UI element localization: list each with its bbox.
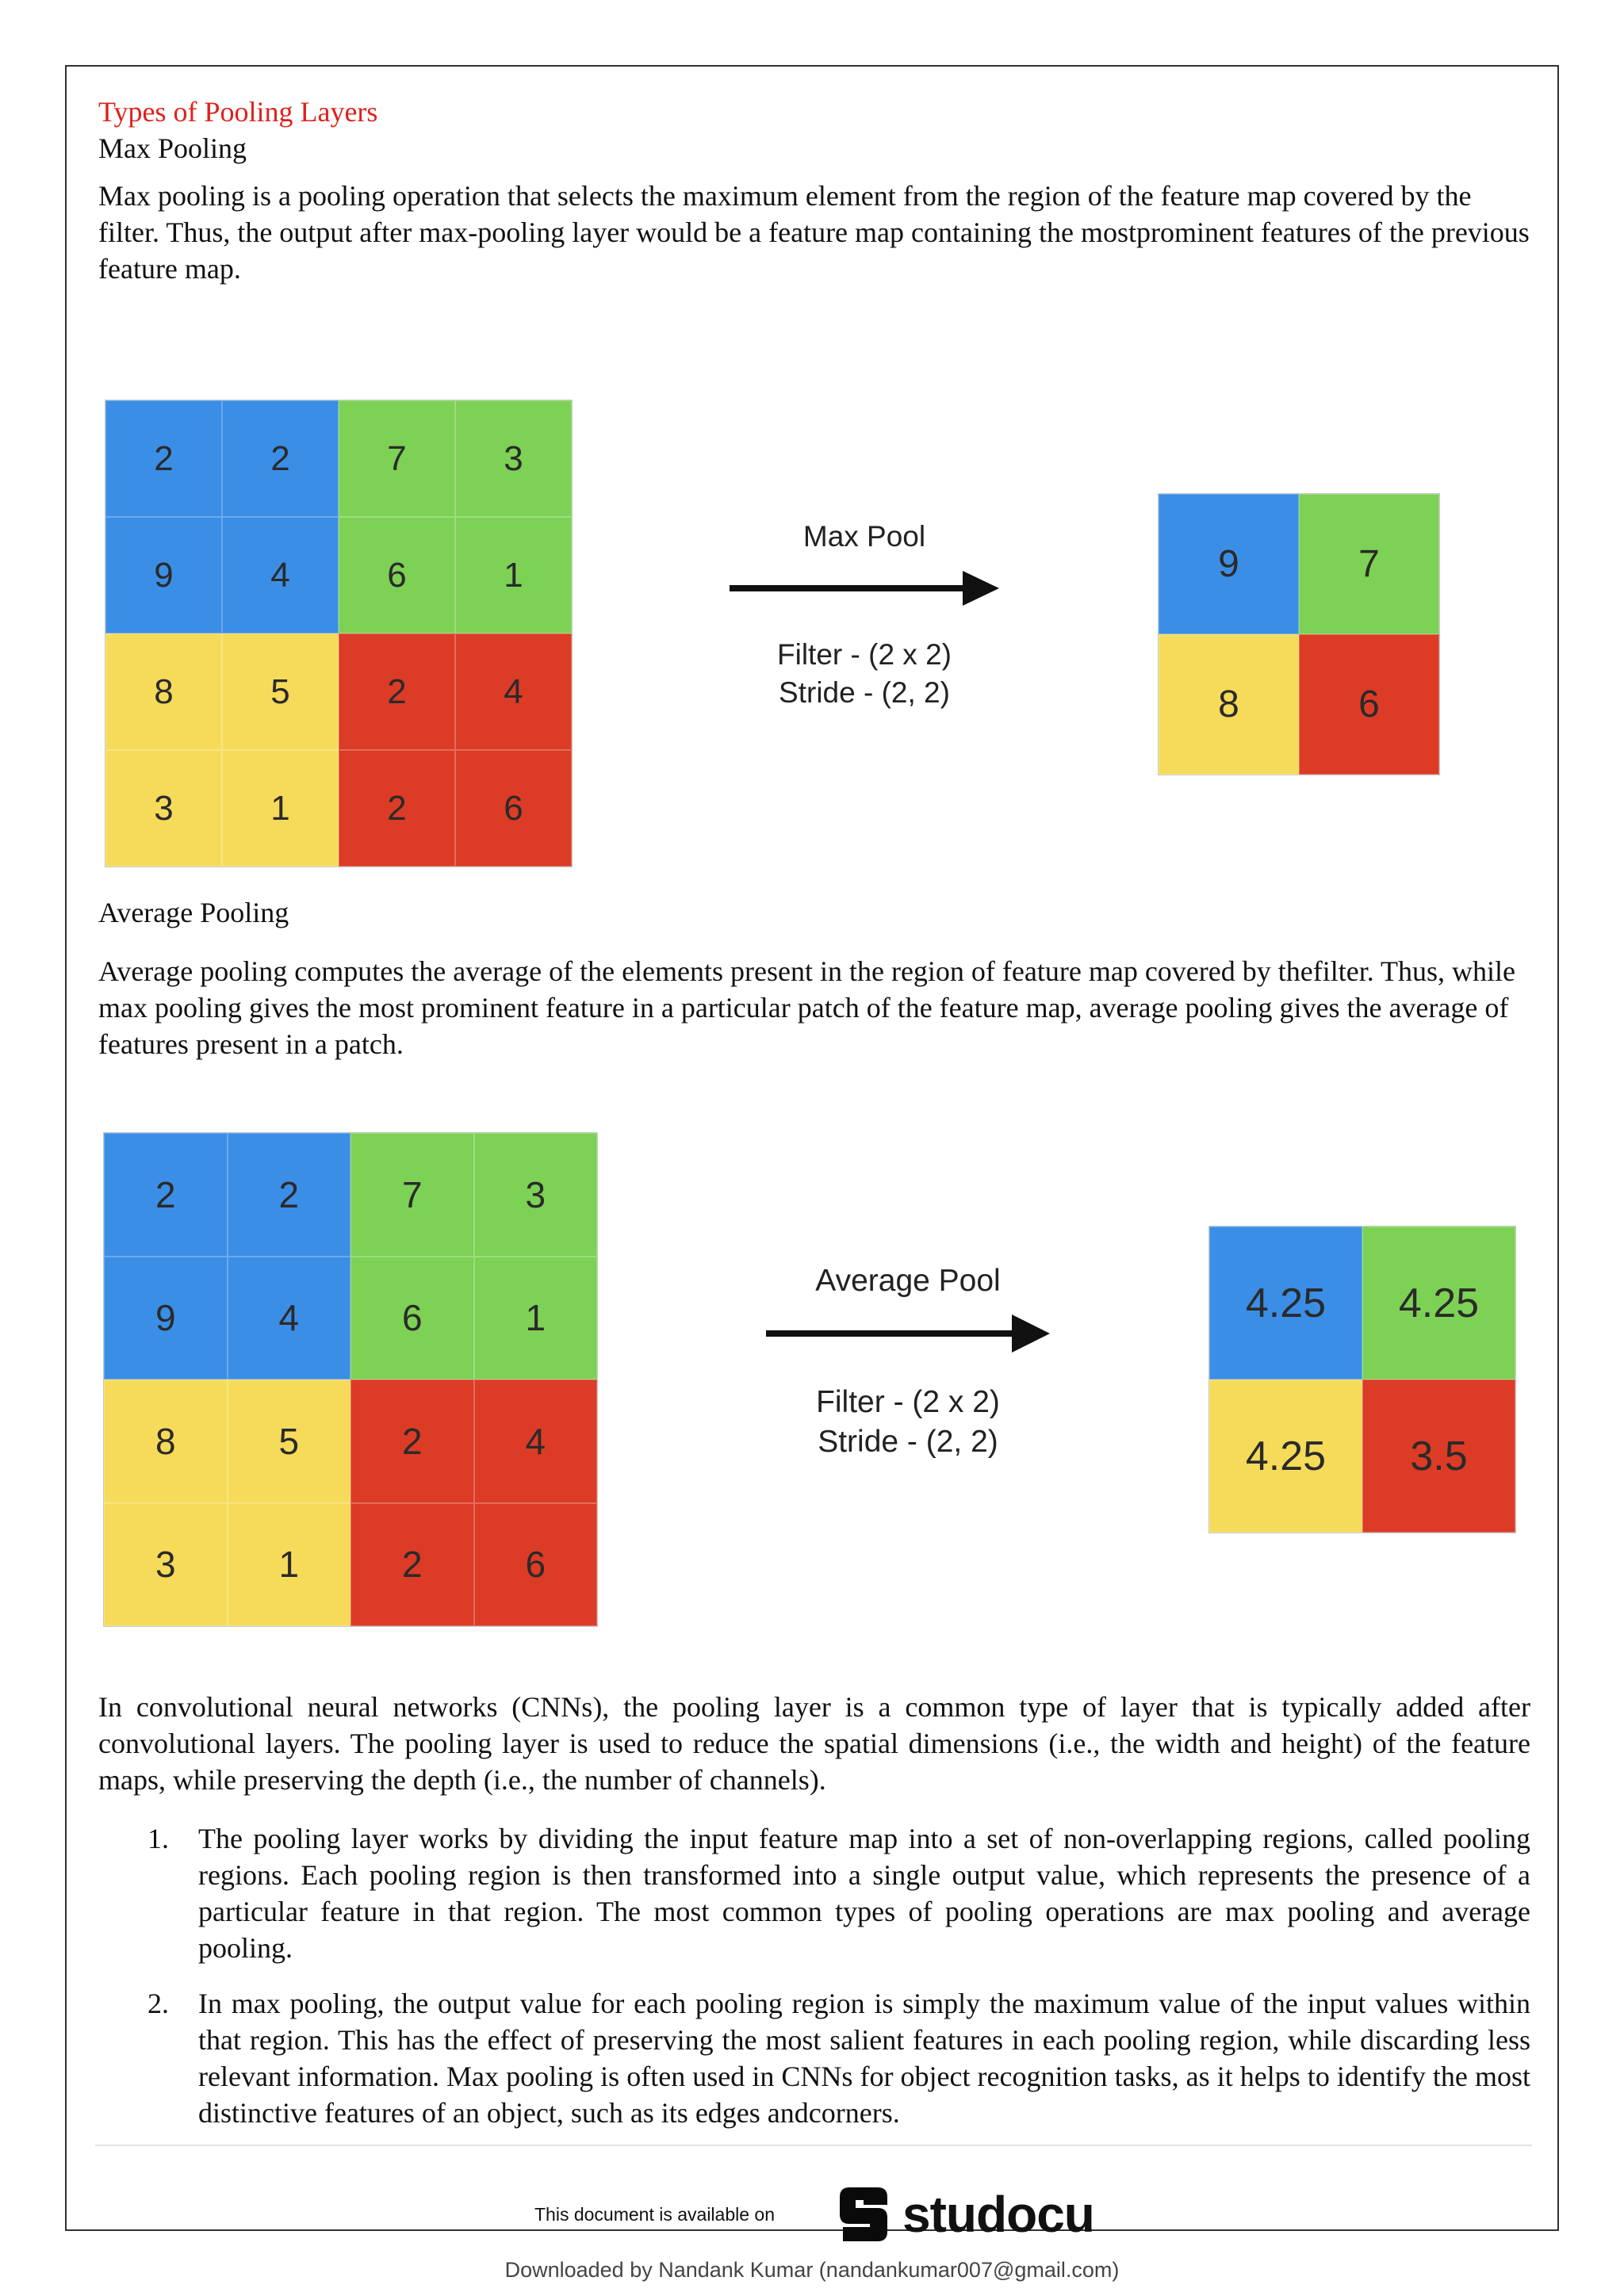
- max-pool-output-grid: [1158, 493, 1440, 775]
- max-pool-input-cell: 4: [222, 517, 339, 633]
- average-pool-input-cell: 6: [474, 1503, 598, 1627]
- max-pool-input-grid: [105, 400, 573, 867]
- average-pool-input-cell: 3: [474, 1133, 598, 1257]
- max-pool-input-cell: 2: [339, 633, 455, 750]
- max-pool-input-cell: 2: [339, 750, 455, 867]
- max-pool-input-cell: 7: [339, 400, 455, 517]
- average-pool-input-cell: 4: [474, 1380, 598, 1503]
- list-item: [98, 1985, 1530, 2131]
- footer-divider: [95, 2145, 1532, 2146]
- average-pool-input-grid: [103, 1132, 598, 1627]
- average-pool-output-grid: [1208, 1226, 1516, 1533]
- studocu-logo-icon: [832, 2183, 895, 2246]
- max-pool-input-cell: 6: [455, 750, 572, 867]
- max-pool-input-cell: 9: [105, 517, 222, 633]
- average-pool-output-cell: 4.25: [1209, 1380, 1362, 1533]
- average-pool-arrow-icon: [766, 1314, 1050, 1353]
- max-pool-filter-label: Filter - (2 x 2): [777, 638, 952, 671]
- pooling-points-list: [98, 1820, 1530, 2131]
- max-pool-operation-label: Max Pool: [802, 520, 926, 553]
- cnn-section: [98, 1689, 1530, 2150]
- max-pool-input-cell: 1: [222, 750, 339, 867]
- average-pool-input-cell: 9: [104, 1257, 228, 1380]
- average-pool-input-cell: 5: [228, 1380, 351, 1503]
- average-pooling-heading: Average Pooling: [98, 897, 289, 928]
- list-item-number: 1.: [147, 1823, 169, 1854]
- average-pool-input-cell: 2: [104, 1133, 228, 1257]
- average-pool-input-cell: 2: [228, 1133, 351, 1257]
- average-pooling-paragraph: Average pooling computes the average of the elements present in the region of feature map covered by thefilter. Thus, while max pooling gives the most prominent feature in a particular patch of the feature map, average pooling gives the average of features present in a patch.: [98, 955, 1516, 1060]
- list-item: [98, 1820, 1530, 1966]
- max-pooling-intro: [98, 94, 1530, 287]
- max-pool-input-cell: 4: [455, 633, 572, 750]
- max-pool-params: [745, 636, 983, 712]
- max-pool-input-cell: 2: [222, 400, 339, 517]
- downloaded-by-text: Downloaded by Nandank Kumar (nandankumar007@gmail.com): [504, 2258, 1120, 2282]
- average-pool-params: [785, 1383, 1031, 1462]
- max-pool-input-cell: 6: [339, 517, 455, 633]
- average-pool-input-cell: 7: [350, 1133, 474, 1257]
- average-pool-input-cell: 2: [350, 1503, 474, 1627]
- average-pool-input-cell: 3: [104, 1503, 228, 1627]
- available-on-text: This document is available on: [534, 2204, 775, 2225]
- list-item-text: In max pooling, the output value for each pooling region is simply the maximum value of the input values within that region. This has the effect of preserving the most salient features in each pooling region, while discarding less relevant information. Max pooling is often used in CNNs for object recognition tasks, as it helps to identify the most distinctive features of an object, such as its edges andcorners.: [198, 1988, 1530, 2129]
- average-pool-input-cell: 8: [104, 1380, 228, 1503]
- average-pool-stride-label: Stride - (2, 2): [818, 1425, 998, 1459]
- max-pool-output-cell: 6: [1299, 634, 1439, 775]
- average-pooling-intro: [98, 894, 1530, 1062]
- average-pool-output-cell: 3.5: [1362, 1380, 1515, 1533]
- studocu-brand-link[interactable]: studocu: [902, 2186, 1094, 2243]
- max-pool-output-cell: 8: [1159, 634, 1299, 775]
- average-pool-operation-label: Average Pool: [815, 1264, 1001, 1298]
- max-pool-output-cell: 9: [1159, 494, 1299, 634]
- average-pool-output-cell: 4.25: [1209, 1226, 1362, 1380]
- max-pool-input-cell: 1: [455, 517, 572, 633]
- average-pool-input-cell: 6: [350, 1257, 474, 1380]
- cnn-paragraph: In convolutional neural networks (CNNs), the pooling layer is a common type of layer that is typically added after convolutional layers. The pooling layer is used to reduce the spatial dimensions (i.e., the width and height) of the feature maps, while preserving the depth (i.e., the number of channels).: [98, 1691, 1530, 1796]
- list-item-text: The pooling layer works by dividing the input feature map into a set of non-overlapping regions, called pooling regions. Each pooling region is then transformed into a single output value, which represents the presence of a particular feature in that region. The most common types of pooling operations are max pooling and average pooling.: [198, 1823, 1530, 1964]
- average-pool-input-cell: 4: [228, 1257, 351, 1380]
- max-pool-input-cell: 5: [222, 633, 339, 750]
- max-pool-output-cell: 7: [1299, 494, 1439, 634]
- max-pool-input-cell: 3: [455, 400, 572, 517]
- max-pool-input-cell: 2: [105, 400, 222, 517]
- max-pool-stride-label: Stride - (2, 2): [779, 676, 950, 709]
- max-pooling-paragraph: Max pooling is a pooling operation that selects the maximum element from the region of the feature map covered by the filter. Thus, the output after max-pooling layer would be a feature map containing the mostprominent features of the previous feature map.: [98, 180, 1530, 285]
- list-item-number: 2.: [147, 1988, 169, 2019]
- max-pooling-heading: Max Pooling: [98, 132, 247, 164]
- max-pool-input-cell: 3: [105, 750, 222, 867]
- max-pool-input-cell: 8: [105, 633, 222, 750]
- average-pool-output-cell: 4.25: [1362, 1226, 1515, 1380]
- average-pool-filter-label: Filter - (2 x 2): [816, 1385, 1000, 1419]
- section-title: Types of Pooling Layers: [98, 96, 378, 128]
- average-pool-input-cell: 2: [350, 1380, 474, 1503]
- average-pool-input-cell: 1: [228, 1503, 351, 1627]
- max-pool-arrow-icon: [730, 571, 999, 606]
- average-pool-input-cell: 1: [474, 1257, 598, 1380]
